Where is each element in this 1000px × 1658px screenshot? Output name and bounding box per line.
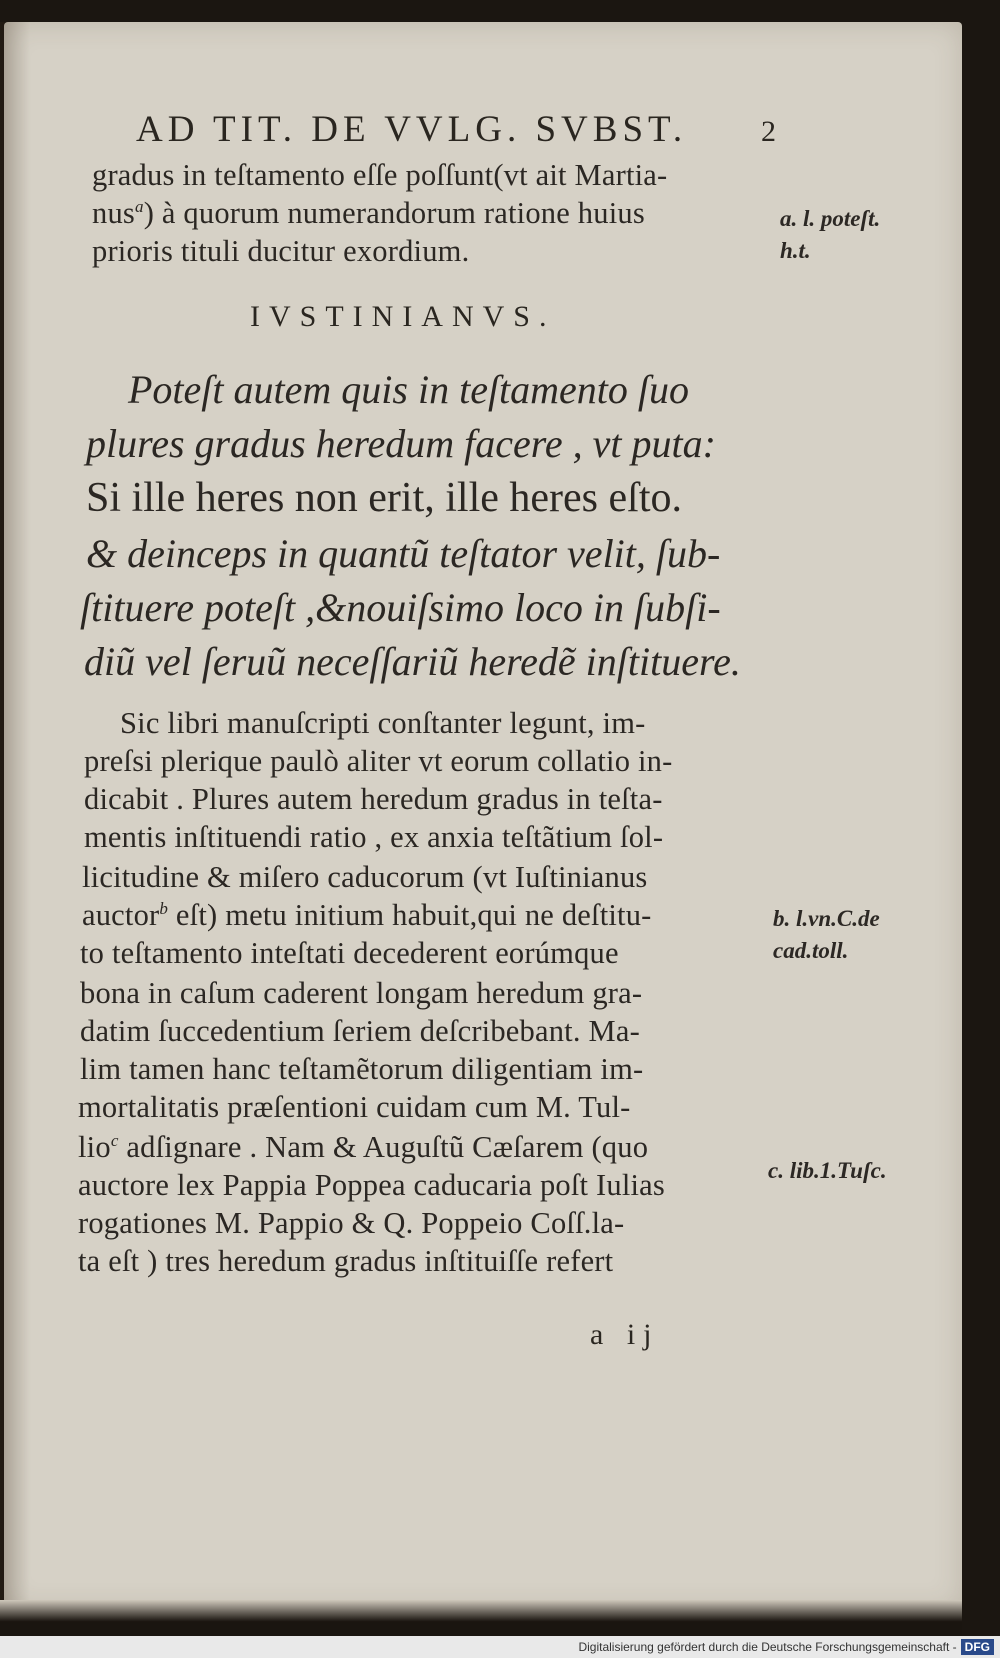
text-fragment: adſignare . Nam & Auguſtũ Cæſarem (quo — [118, 1130, 649, 1164]
signature-mark: a ij — [590, 1318, 660, 1351]
commentary-line: bona in caſum caderent longam heredum gra- — [80, 976, 643, 1010]
spine-shadow — [0, 22, 30, 1610]
marginal-note-b: b. l.vn.C.de — [773, 906, 880, 931]
commentary-line: ta eſt ) tres heredum gradus inſtituiſſe refert — [78, 1244, 614, 1278]
law-text-line: & deinceps in quantũ teſtator velit, ſub- — [86, 531, 721, 576]
marginal-note-a: a. l. poteſt. — [780, 206, 881, 231]
digitization-footer — [0, 1636, 1000, 1658]
footer-credit: Digitalisierung gefördert durch die Deutsche Forschungsgemeinschaft - — [578, 1640, 957, 1654]
commentary-line: Sic libri manuſcripti conſtanter legunt, im- — [120, 706, 646, 740]
dfg-logo: DFG — [961, 1639, 994, 1655]
marginal-note-a-cont: h.t. — [780, 238, 811, 263]
law-text-line: plures gradus heredum facere , vt puta: — [86, 421, 716, 466]
law-text-line: diũ vel ſeruũ neceſſariũ heredẽ inſtituere. — [84, 639, 741, 684]
text-line — [92, 196, 645, 231]
commentary-line: to teſtamento inteſtati decederent eorúmque — [80, 936, 619, 970]
commentary-line: preſsi plerique paulò aliter vt eorum collatio in- — [84, 744, 673, 778]
text-fragment: lio — [78, 1130, 111, 1164]
marginal-note-c: c. lib.1.Tuſc. — [768, 1158, 887, 1183]
running-head-title: AD TIT. DE VVLG. SVBST. — [136, 109, 688, 150]
text-fragment: ) à quorum numerandorum ratione huius — [143, 196, 645, 230]
note-marker-a: a — [134, 196, 144, 216]
commentary-line: lim tamen hanc teſtamẽtorum diligentiam im- — [80, 1052, 644, 1086]
scan-background-right — [962, 0, 1000, 1658]
note-marker-b: b — [159, 898, 169, 918]
text-fragment: nus — [92, 196, 135, 230]
text-fragment: auctor — [82, 898, 160, 932]
law-text-line: Si ille heres non erit, ille heres eſto. — [86, 475, 682, 521]
law-text-line: ſtituere poteſt ,&nouiſsimo loco in ſubſi- — [80, 585, 721, 630]
text-line: gradus in teſtamento eſſe poſſunt(vt ait Martia- — [92, 158, 668, 192]
running-head — [136, 108, 776, 151]
commentary-line: auctore lex Pappia Poppea caducaria poſt Iulias — [78, 1168, 665, 1202]
page-bottom-edge — [0, 1600, 962, 1636]
folio-number: 2 — [761, 115, 776, 148]
law-text-line: Poteſt autem quis in teſtamento ſuo — [128, 367, 690, 412]
commentary-line: mentis inſtituendi ratio , ex anxia teſtãtium ſol- — [84, 820, 664, 854]
text-fragment: eſt) metu initium habuit,qui ne deſtitu- — [168, 898, 652, 932]
commentary-line: mortalitatis præſentioni cuidam cum M. Tul- — [78, 1090, 631, 1124]
commentary-line — [82, 898, 652, 933]
scan-background-top — [0, 0, 1000, 22]
commentary-line: dicabit . Plures autem heredum gradus in teſta- — [84, 782, 663, 816]
section-heading: IVSTINIANVS. — [250, 300, 556, 333]
commentary-line: licitudine & miſero caducorum (vt Iuſtinianus — [82, 860, 648, 894]
commentary-line — [78, 1130, 648, 1165]
marginal-note-b-cont: cad.toll. — [773, 938, 849, 963]
commentary-line: rogationes M. Pappio & Q. Poppeio Coſſ.la- — [78, 1206, 625, 1240]
commentary-line: datim ſuccedentium ſeriem deſcribebant. Ma- — [80, 1014, 640, 1048]
text-line: prioris tituli ducitur exordium. — [92, 234, 470, 268]
note-marker-c: c — [110, 1130, 119, 1150]
